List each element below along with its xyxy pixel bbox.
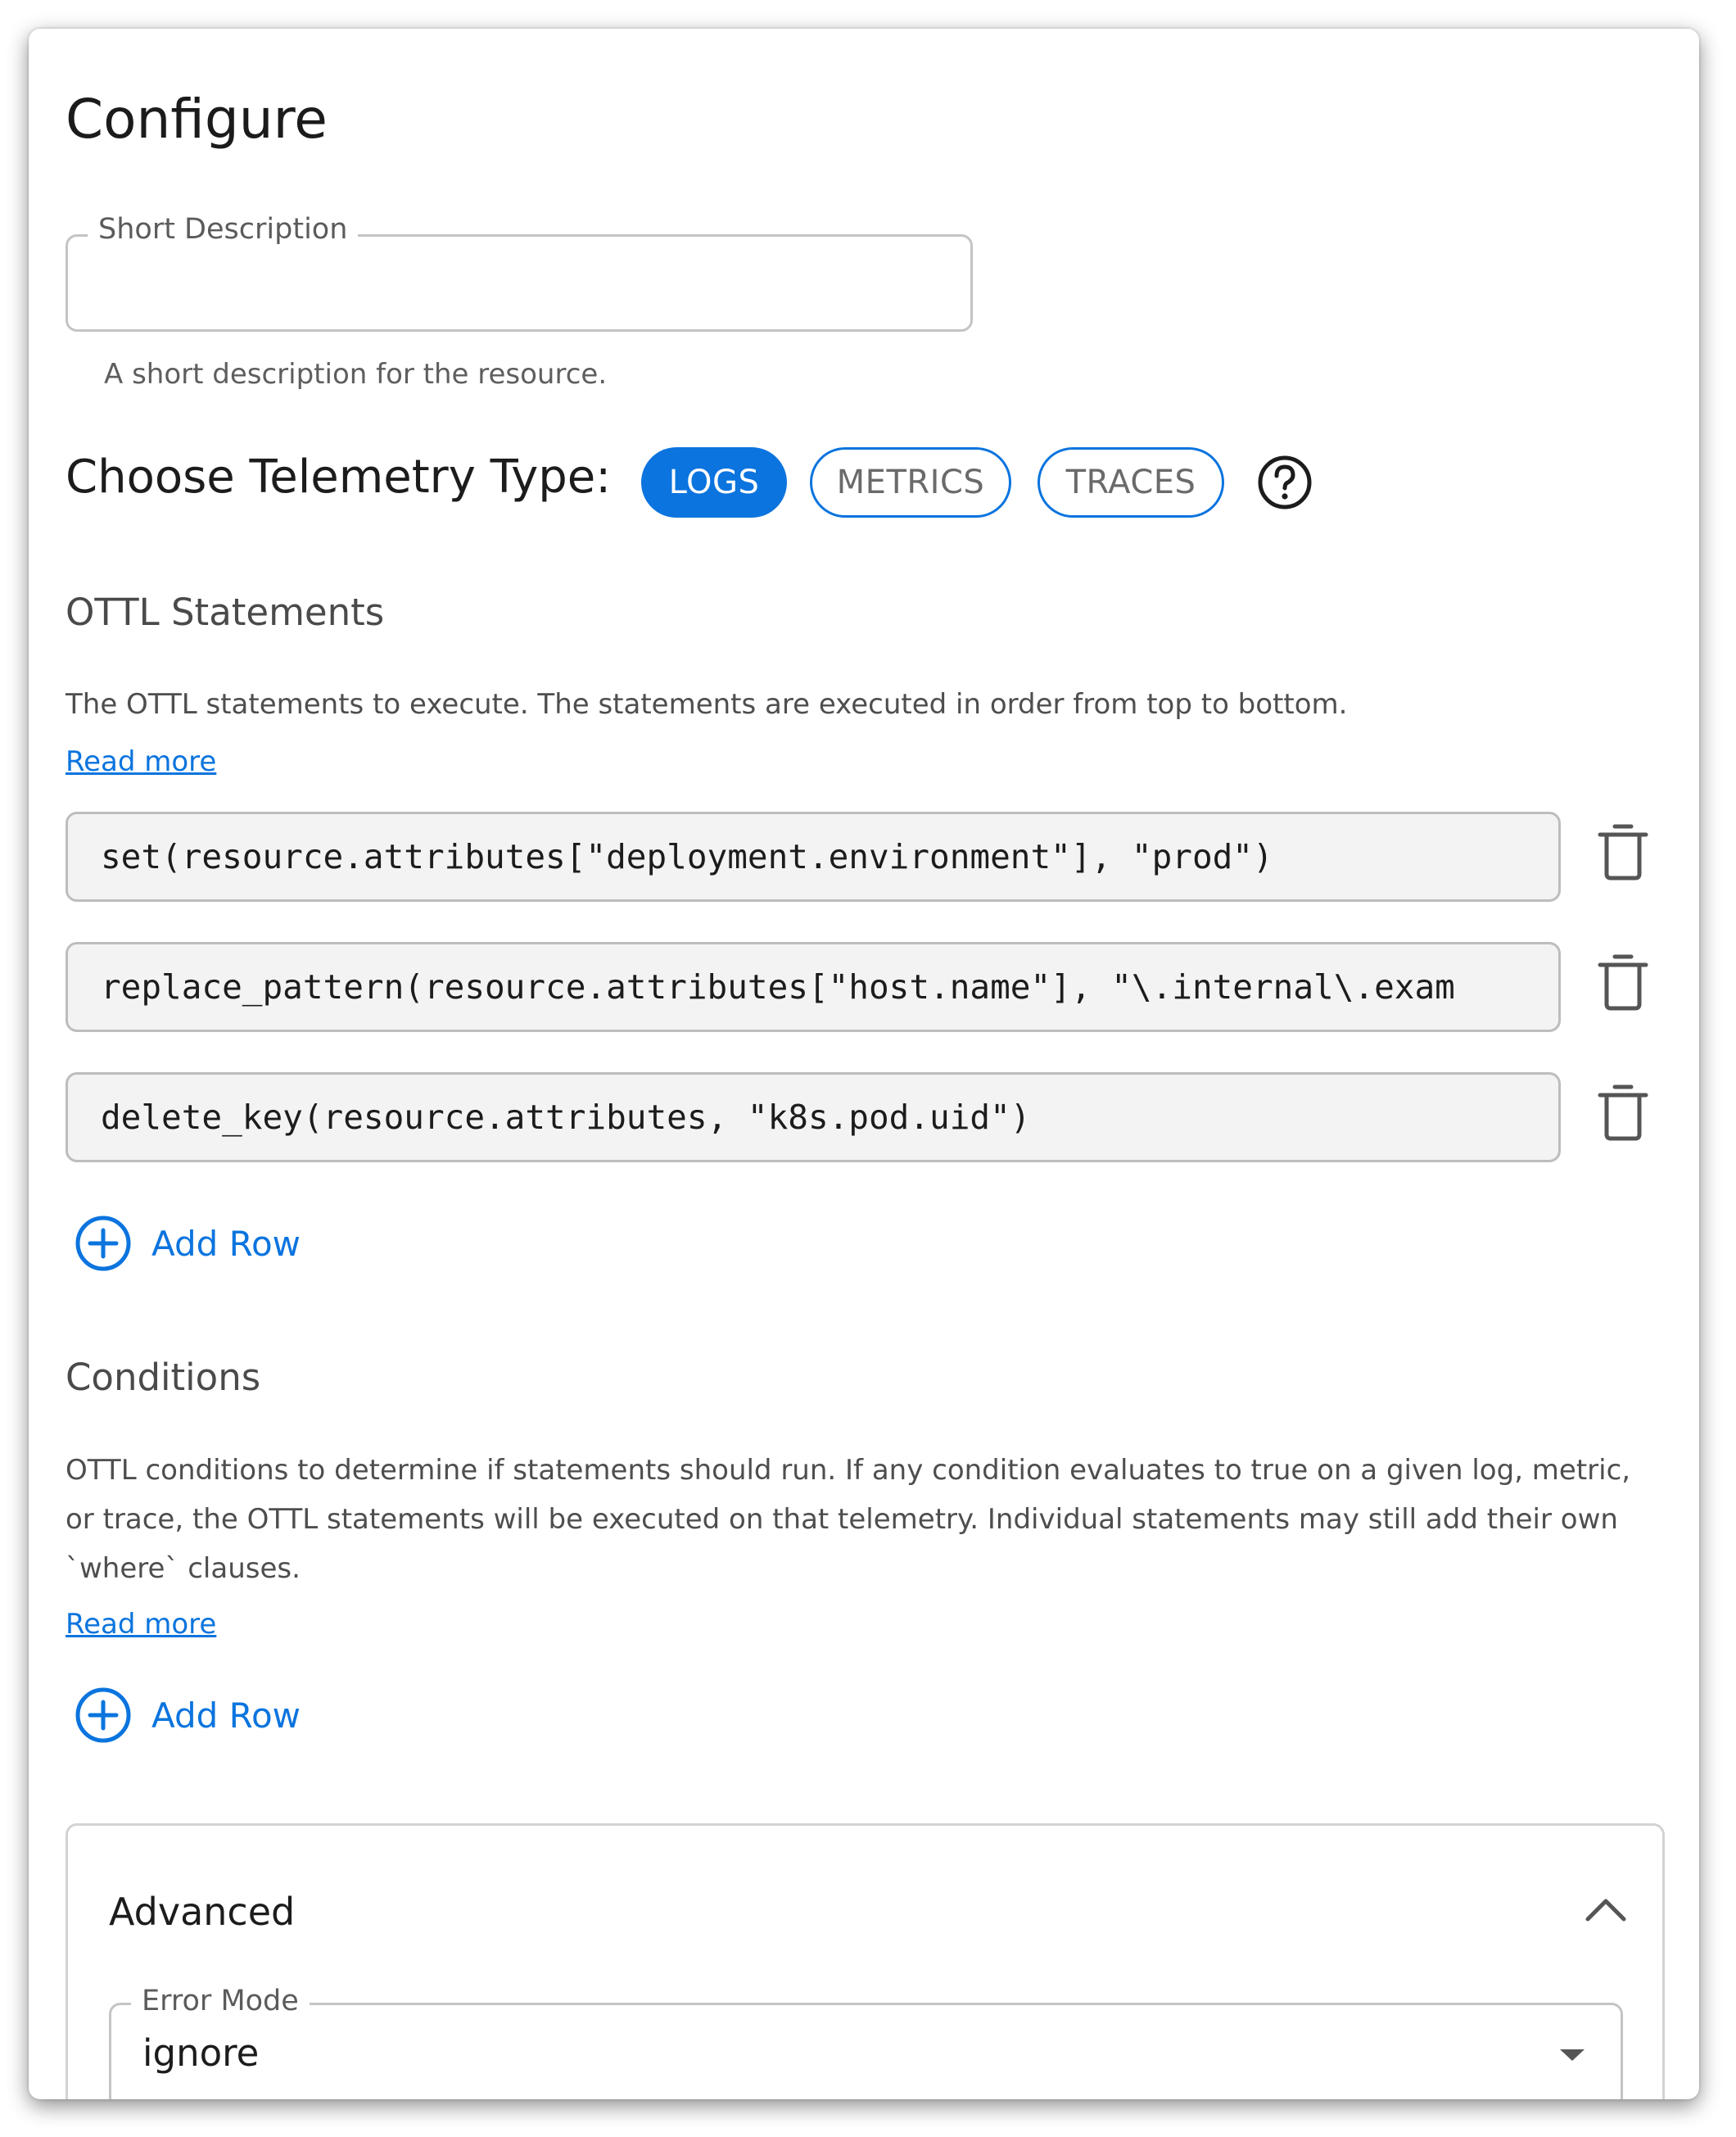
dropdown-arrow-icon	[1558, 2048, 1586, 2062]
trash-icon[interactable]	[1595, 952, 1651, 1011]
short-description-helper: A short description for the resource.	[104, 358, 608, 391]
error-mode-label: Error Mode	[131, 1987, 310, 2016]
conditions-description-line: `where` clauses.	[66, 1552, 301, 1585]
short-description-input[interactable]	[84, 260, 956, 307]
chip-traces[interactable]: TRACES	[1038, 447, 1224, 518]
conditions-description	[66, 1446, 1687, 1593]
statement-input-1[interactable]: set(resource.attributes["deployment.environment"], "prod")	[66, 812, 1561, 902]
statements-read-more-link[interactable]: Read more	[66, 745, 217, 778]
statements-add-row-button[interactable]	[75, 1213, 301, 1274]
conditions-description-line: or trace, the OTTL statements will be executed on that telemetry. Individual statements may still add their own	[66, 1503, 1618, 1536]
statements-title: OTTL Statements	[66, 591, 385, 634]
error-mode-value: ignore	[142, 2031, 260, 2075]
chip-logs[interactable]: LOGS	[641, 447, 787, 518]
page-title: Configure	[66, 88, 328, 151]
chip-metrics[interactable]: METRICS	[810, 447, 1011, 518]
trash-icon[interactable]	[1595, 822, 1651, 881]
chevron-up-icon[interactable]	[1585, 1896, 1627, 1924]
add-circle-icon	[75, 1215, 132, 1272]
statement-input-3[interactable]: delete_key(resource.attributes, "k8s.pod.uid")	[66, 1072, 1561, 1162]
configure-card	[29, 29, 1699, 2099]
conditions-read-more-link[interactable]: Read more	[66, 1608, 217, 1641]
add-circle-icon	[75, 1687, 132, 1744]
short-description-label: Short Description	[88, 215, 358, 244]
statement-input-2[interactable]: replace_pattern(resource.attributes["host.name"], "\.internal\.exam	[66, 942, 1561, 1032]
help-circle-icon[interactable]	[1256, 454, 1313, 511]
trash-icon[interactable]	[1595, 1082, 1651, 1141]
error-mode-select[interactable]	[109, 2003, 1623, 2099]
add-row-label: Add Row	[151, 1223, 301, 1264]
conditions-add-row-button[interactable]	[75, 1685, 301, 1745]
conditions-description-line: OTTL conditions to determine if statements should run. If any condition evaluates to true on a given log, metric,	[66, 1454, 1631, 1487]
short-description-field[interactable]	[66, 234, 973, 332]
add-row-label: Add Row	[151, 1695, 301, 1736]
conditions-title: Conditions	[66, 1356, 261, 1399]
telemetry-type-heading: Choose Telemetry Type:	[66, 450, 612, 504]
advanced-title: Advanced	[109, 1890, 296, 1934]
advanced-panel	[66, 1823, 1665, 2099]
statements-description: The OTTL statements to execute. The statements are executed in order from top to bottom.	[66, 688, 1348, 721]
